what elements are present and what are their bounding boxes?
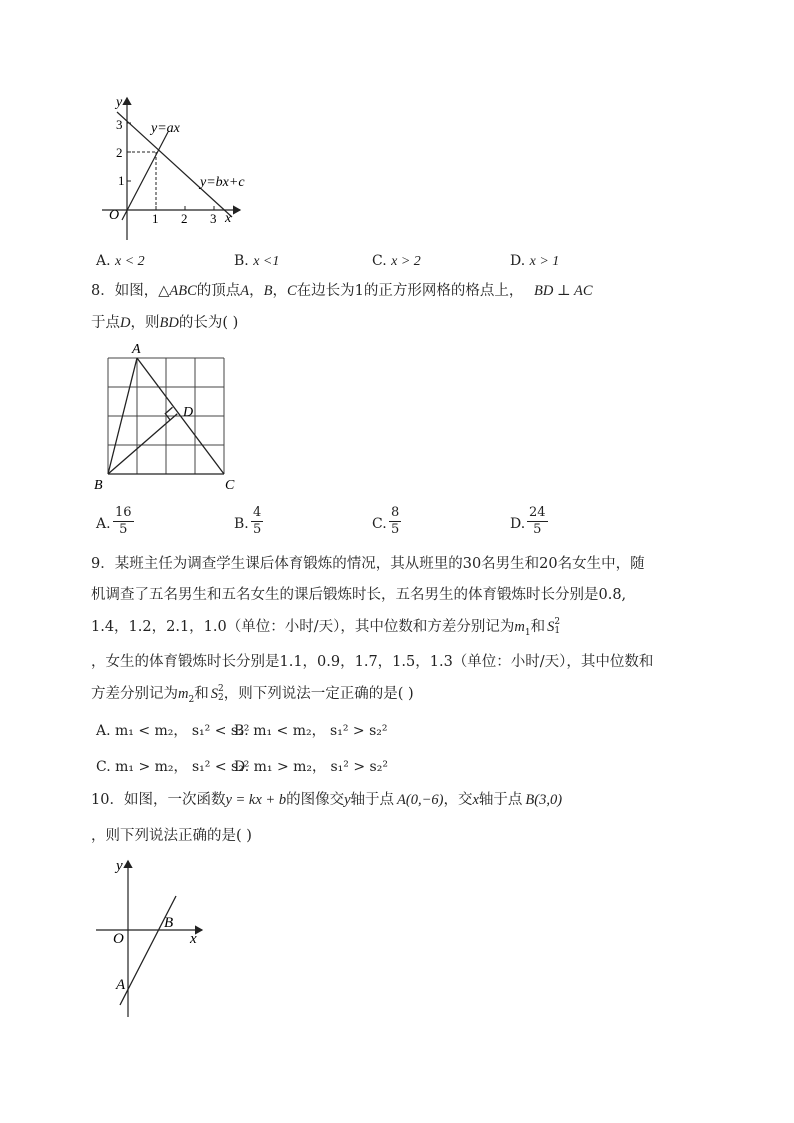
q7-option-b[interactable]: B. x <1 [234,253,280,269]
q9-option-c[interactable]: C. m₁ > m₂， s₁² < s₂² [96,759,250,775]
q10-figure [92,855,212,1020]
q10-line2: ，则下列说法正确的是( ) [91,828,252,844]
point-d-label: D [183,405,194,420]
segment-bd [108,414,177,474]
q9-line5: 方差分别记为$m_2$和 S 2 2 ，则下列说法一定正确的是( ) [91,684,414,705]
x-axis-label: x [190,931,197,947]
q8-question-line1: 8．如图，△ABC的顶点A，B，C在边长为1的正方形网格的格点上， BD ⊥ AC [91,283,593,299]
origin-label: O [109,208,120,223]
vertex-b-label: B [94,478,103,493]
q9-line2: 机调查了五名男生和五名女生的课后锻炼时长，五名男生的体育锻炼时长分别是0.8, [91,587,627,603]
line-y-ax [122,132,168,220]
q7-option-c[interactable]: C. x > 2 [372,253,421,269]
point-a-label: A [116,977,126,993]
q10-line1: 10．如图，一次函数y = kx + b的图像交y轴于点 A(0,−6)，交x轴于点 B(3,0) [91,792,563,808]
vertex-c-label: C [225,478,235,493]
q9-line4: ，女生的体育锻炼时长分别是1.1，0.9，1.7，1.5，1.3（单位：小时/天），其中位数和 [91,654,654,670]
q8-grid-figure [92,340,242,495]
y-tick-3: 3 [116,117,123,132]
q9-option-b[interactable]: B. m₁ < m₂， s₁² > s₂² [234,723,388,739]
q7-option-a[interactable]: A. x < 2 [96,253,145,269]
point-b-label: B [164,915,174,931]
vertex-a-label: A [132,342,141,357]
y-tick-2: 2 [116,145,123,160]
q8-question-line2: 于点D，则BD的长为( ) [91,315,239,331]
q9-line3: 1.4，1.2，2.1，1.0（单位：小时/天），其中位数和方差分别记为$m_1$和 S 2 1 [91,617,561,638]
q7-option-d[interactable]: D. x > 1 [510,253,560,269]
line2-label: y=bx+c [200,175,245,190]
x-tick-1: 1 [152,211,159,226]
q9-line1: 9．某班主任为调查学生课后体育锻炼的情况，其从班里的30名男生和20名女生中，随 [91,556,645,572]
y-tick-1: 1 [118,173,125,188]
y-axis-label: y [116,95,123,110]
x-tick-3: 3 [210,211,217,226]
origin-label: O [113,931,124,947]
x-tick-2: 2 [181,211,188,226]
line1-label: y=ax [151,121,180,136]
q7-figure [92,92,252,242]
q9-option-a[interactable]: A. m₁ < m₂， s₁² < s₂² [96,723,250,739]
y-axis-label: y [116,858,123,874]
q9-option-d[interactable]: D. m₁ > m₂， s₁² > s₂² [234,759,388,775]
x-axis-label: x [225,211,232,226]
